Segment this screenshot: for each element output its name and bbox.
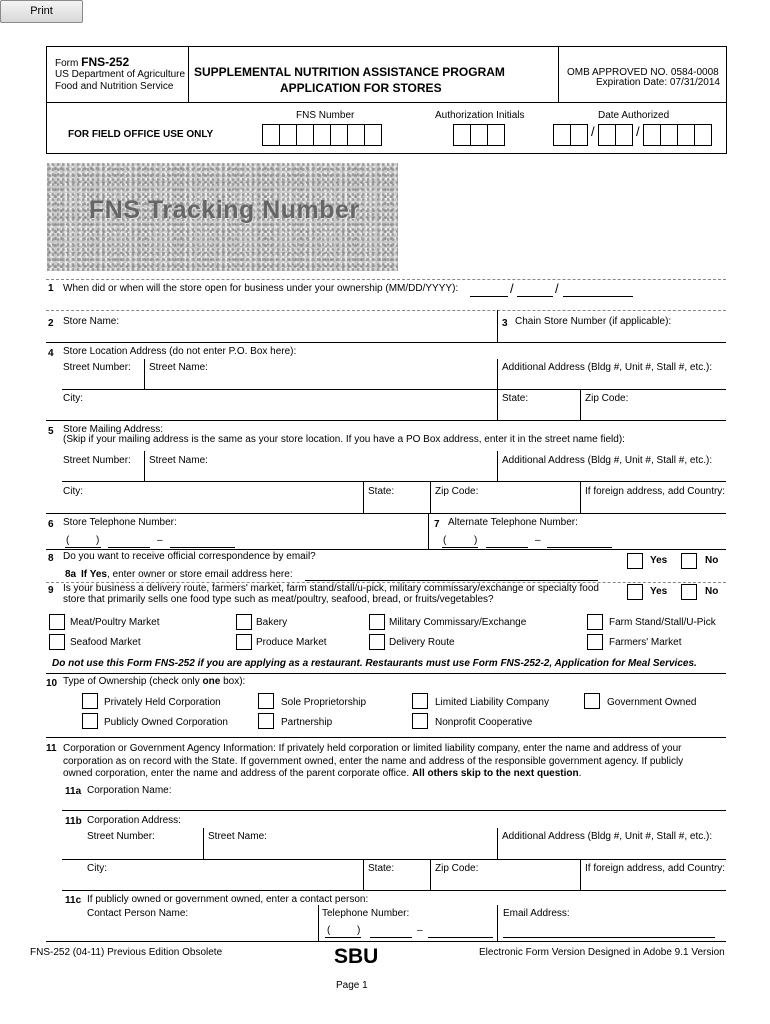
form-title: SUPPLEMENTAL NUTRITION ASSISTANCE PROGRAM	[194, 65, 505, 79]
omb-number: OMB APPROVED NO. 0584-0008	[567, 67, 719, 78]
contact-name-label: Contact Person Name:	[87, 908, 189, 919]
llc-label: Limited Liability Company	[435, 697, 549, 708]
store-telephone-label: Store Telephone Number:	[63, 517, 177, 528]
auth-initial-2[interactable]	[470, 124, 488, 146]
q11b-street-name-label: Street Name:	[208, 831, 267, 842]
q3-number: 3	[502, 318, 508, 329]
q1-label: When did or when will the store open for business under your ownership (MM/DD/YYYY):	[63, 283, 459, 294]
q6-paren-close: )	[96, 535, 100, 546]
q1-year-field[interactable]	[563, 296, 633, 297]
q8a-label: , enter owner or store email address here:	[106, 569, 293, 580]
page-number: Page 1	[336, 980, 368, 991]
q1-number: 1	[48, 283, 54, 294]
farmers-market-checkbox[interactable]	[587, 634, 603, 650]
q4-number: 4	[48, 348, 54, 359]
corporation-name-label: Corporation Name:	[87, 785, 172, 796]
email-address-field[interactable]	[305, 580, 598, 581]
private-corp-label: Privately Held Corporation	[104, 697, 221, 708]
meat-poultry-label: Meat/Poultry Market	[70, 617, 160, 628]
fns-number-digit-1[interactable]	[262, 124, 280, 146]
q5-zip-label: Zip Code:	[435, 486, 479, 497]
store-name-label: Store Name:	[63, 316, 120, 327]
q7-prefix-field[interactable]	[486, 547, 528, 548]
q1-day-field[interactable]	[517, 296, 553, 297]
q11c-paren-close: )	[357, 925, 361, 936]
q6-number: 6	[48, 519, 54, 530]
q8-no-checkbox[interactable]	[681, 553, 697, 569]
q8-yes-label: Yes	[650, 555, 668, 566]
q6-paren-open: (	[66, 535, 70, 546]
government-owned-checkbox[interactable]	[584, 693, 600, 709]
auth-initials-label: Authorization Initials	[435, 110, 525, 121]
department-name: US Department of Agriculture	[55, 69, 186, 80]
footer-form-edition: FNS-252 (04-11) Previous Edition Obsolete	[30, 947, 223, 958]
q8-number: 8	[48, 553, 54, 564]
military-commissary-checkbox[interactable]	[369, 614, 385, 630]
fns-number-digit-3[interactable]	[296, 124, 314, 146]
produce-label: Produce Market	[256, 637, 327, 648]
q4-state-label: State:	[502, 393, 529, 404]
expiration-date: Expiration Date: 07/31/2014	[596, 77, 720, 88]
public-corp-label: Publicly Owned Corporation	[104, 717, 228, 728]
government-owned-label: Government Owned	[607, 697, 697, 708]
footer-sbu: SBU	[334, 945, 379, 968]
q7-line-field[interactable]	[547, 547, 612, 548]
q11b-additional-label: Additional Address (Bldg #, Unit #, Stall #, etc.):	[502, 831, 713, 842]
q9-yes-label: Yes	[650, 586, 668, 597]
alternate-telephone-label: Alternate Telephone Number:	[448, 517, 578, 528]
public-corp-checkbox[interactable]	[82, 713, 98, 729]
print-button[interactable]: Print	[0, 0, 83, 23]
restaurant-note: Do not use this Form FNS-252 if you are applying as a restaurant. Restaurants must use Form FNS-252-2, Application for Meal Services.	[52, 658, 697, 669]
partnership-label: Partnership	[281, 717, 333, 728]
q11b-street-number-label: Street Number:	[87, 831, 155, 842]
produce-checkbox[interactable]	[236, 634, 252, 650]
auth-initial-3[interactable]	[487, 124, 505, 146]
partnership-checkbox[interactable]	[258, 713, 274, 729]
sole-proprietorship-checkbox[interactable]	[258, 693, 274, 709]
farm-stand-label: Farm Stand/Stall/U-Pick	[609, 617, 716, 628]
q9-number: 9	[48, 585, 54, 596]
q8a-number: 8a	[65, 569, 77, 580]
bakery-checkbox[interactable]	[236, 614, 252, 630]
q7-paren-close: )	[474, 535, 478, 546]
q11c-number: 11c	[65, 895, 82, 906]
q7-area-code-field[interactable]	[442, 547, 478, 548]
date-auth-year-4[interactable]	[694, 124, 712, 146]
q11b-city-label: City:	[87, 863, 107, 874]
fns-number-digit-2[interactable]	[279, 124, 297, 146]
q11-line1: Corporation or Government Agency Information: If privately held corporation or limited liability company, enter the name and address of your	[63, 743, 682, 754]
q7-dash: –	[535, 535, 541, 546]
contact-person-intro: If publicly owned or government owned, enter a contact person:	[87, 894, 369, 905]
contact-email-label: Email Address:	[503, 908, 570, 919]
q9-no-label: No	[705, 586, 719, 597]
q6-dash: –	[157, 535, 163, 546]
q5-foreign-label: If foreign address, add Country:	[585, 486, 726, 497]
date-auth-month-1[interactable]	[553, 124, 571, 146]
q11c-line-field[interactable]	[428, 937, 493, 938]
contact-telephone-label: Telephone Number:	[322, 908, 410, 919]
q11c-paren-open: (	[327, 925, 331, 936]
q8-no-label: No	[705, 555, 719, 566]
date-auth-year-3[interactable]	[677, 124, 695, 146]
q8-label: Do you want to receive official correspondence by email?	[63, 551, 316, 562]
q4-city-label: City:	[63, 393, 83, 404]
q10-label-emphasis: one	[202, 676, 221, 687]
fns-number-digit-7[interactable]	[364, 124, 382, 146]
q5-city-label: City:	[63, 486, 83, 497]
q5-number: 5	[48, 426, 54, 437]
fns-number-digit-5[interactable]	[330, 124, 348, 146]
tracking-number-label: FNS Tracking Number	[89, 196, 360, 224]
date-auth-year-2[interactable]	[660, 124, 678, 146]
fns-number-digit-4[interactable]	[313, 124, 331, 146]
q11c-prefix-field[interactable]	[370, 937, 412, 938]
seafood-label: Seafood Market	[70, 637, 141, 648]
fns-number-digit-6[interactable]	[347, 124, 365, 146]
q9-label-line2: store that primarily sells one food type such as meat/poultry, seafood, bread, or fruits/vegetables?	[63, 594, 494, 605]
q7-number: 7	[434, 519, 440, 530]
date-authorized-label: Date Authorized	[598, 110, 670, 121]
q11b-foreign-label: If foreign address, add Country:	[585, 863, 726, 874]
q1-slash-1: /	[510, 281, 514, 296]
q11c-area-code-field[interactable]	[325, 937, 361, 938]
date-slash-2: /	[636, 124, 640, 139]
nonprofit-checkbox[interactable]	[412, 713, 428, 729]
form-prefix: Form	[55, 58, 79, 69]
auth-initial-1[interactable]	[453, 124, 471, 146]
q11-skip-instruction: All others skip to the next question	[411, 768, 579, 779]
date-auth-year-1[interactable]	[643, 124, 661, 146]
q10-label-end: box):	[220, 676, 246, 687]
q4-street-name-label: Street Name:	[149, 362, 208, 373]
date-auth-day-1[interactable]	[598, 124, 616, 146]
q11-number: 11	[46, 743, 57, 754]
q1-slash-2: /	[555, 281, 559, 296]
form-subtitle: APPLICATION FOR STORES	[280, 81, 442, 95]
meat-poultry-checkbox[interactable]	[49, 614, 65, 630]
farmers-market-label: Farmers' Market	[609, 637, 682, 648]
private-corp-checkbox[interactable]	[82, 693, 98, 709]
q9-yes-checkbox[interactable]	[627, 584, 643, 600]
q11b-state-label: State:	[368, 863, 395, 874]
q1-month-field[interactable]	[470, 296, 508, 297]
mailing-address-label: Store Mailing Address:	[63, 424, 164, 435]
contact-email-field[interactable]	[503, 937, 715, 938]
corporation-address-label: Corporation Address:	[87, 815, 181, 826]
date-auth-day-2[interactable]	[615, 124, 633, 146]
q10-number: 10	[46, 678, 58, 689]
q7-paren-open: (	[443, 535, 447, 546]
q4-street-number-label: Street Number:	[63, 362, 131, 373]
q11-line3-end: .	[578, 768, 582, 779]
q11c-dash: –	[417, 925, 423, 936]
q8-yes-checkbox[interactable]	[627, 553, 643, 569]
field-office-label: FOR FIELD OFFICE USE ONLY	[68, 129, 214, 140]
delivery-route-checkbox[interactable]	[369, 634, 385, 650]
nonprofit-label: Nonprofit Cooperative	[435, 717, 533, 728]
form-number: FNS-252	[81, 55, 130, 69]
bakery-label: Bakery	[256, 617, 288, 628]
q9-label-line1: Is your business a delivery route, farmers' market, farm stand/stall/u-pick, military commissary/exchange or specialty food	[63, 583, 599, 594]
footer-electronic-version: Electronic Form Version Designed in Adobe 9.1 Version	[479, 947, 725, 958]
q11a-number: 11a	[65, 786, 82, 797]
q5-street-name-label: Street Name:	[149, 455, 208, 466]
q6-line-field[interactable]	[170, 547, 235, 548]
mailing-address-note: (Skip if your mailing address is the same as your store location. If you have a PO Box address, enter it in the street name field):	[63, 434, 625, 445]
q2-number: 2	[48, 318, 54, 329]
q11b-zip-label: Zip Code:	[435, 863, 479, 874]
farm-stand-checkbox[interactable]	[587, 614, 603, 630]
chain-store-label: Chain Store Number (if applicable):	[515, 316, 672, 327]
llc-checkbox[interactable]	[412, 693, 428, 709]
q5-street-number-label: Street Number:	[63, 455, 131, 466]
military-commissary-label: Military Commissary/Exchange	[389, 617, 527, 628]
q9-no-checkbox[interactable]	[681, 584, 697, 600]
q10-label: Type of Ownership (check only	[63, 676, 203, 687]
sole-proprietorship-label: Sole Proprietorship	[281, 697, 367, 708]
q4-zip-label: Zip Code:	[585, 393, 629, 404]
q5-state-label: State:	[368, 486, 395, 497]
date-auth-month-2[interactable]	[570, 124, 588, 146]
q11-line3: owned corporation, enter the name and address of the parent corporate office.	[63, 768, 412, 779]
q4-additional-label: Additional Address (Bldg #, Unit #, Stall #, etc.):	[502, 362, 713, 373]
delivery-route-label: Delivery Route	[389, 637, 455, 648]
q6-prefix-field[interactable]	[108, 547, 150, 548]
q5-additional-label: Additional Address (Bldg #, Unit #, Stall #, etc.):	[502, 455, 713, 466]
q6-area-code-field[interactable]	[65, 547, 101, 548]
q11-line2: corporation as on record with the State. If government owned, enter the name and address of the responsible government agency. If publicly	[63, 756, 684, 767]
date-slash-1: /	[591, 124, 595, 139]
q11b-number: 11b	[65, 816, 82, 827]
service-name: Food and Nutrition Service	[55, 81, 174, 92]
store-location-label: Store Location Address (do not enter P.O. Box here):	[63, 346, 297, 357]
q8a-if-yes: If Yes	[81, 569, 107, 580]
fns-number-label: FNS Number	[296, 110, 355, 121]
seafood-checkbox[interactable]	[49, 634, 65, 650]
